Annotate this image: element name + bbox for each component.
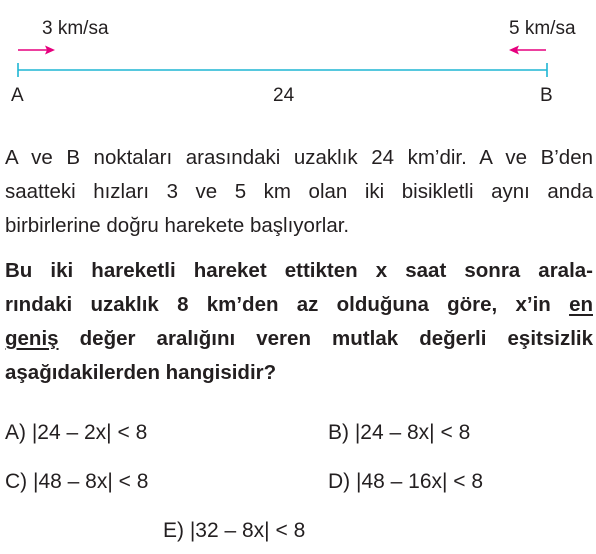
question-line-text: değer aralığını veren mutlak değerli eşitsizlik	[58, 327, 593, 350]
diagram-graphic	[0, 0, 596, 112]
underlined-word: geniş	[5, 327, 59, 350]
context-line: saatteki hızları 3 ve 5 km olan iki bisikletli aynı anda	[5, 180, 593, 203]
distance-label: 24	[273, 85, 295, 106]
question-line	[5, 288, 593, 322]
distance-diagram	[0, 0, 596, 112]
option-d[interactable]: D) |48 – 16x| < 8	[328, 470, 484, 493]
option-e[interactable]: E) |32 – 8x| < 8	[163, 519, 306, 542]
context-line: A ve B noktaları arasındaki uzaklık 24 km’dir. A ve B’den	[5, 146, 593, 169]
question-line: Bu iki hareketli hareket ettikten x saat sonra arala-	[5, 259, 593, 282]
context-line: birbirlerine doğru harekete başlıyorlar.	[5, 214, 350, 237]
question-line: aşağıdakilerden hangisidir?	[5, 361, 277, 384]
question-text	[5, 254, 593, 390]
point-b-label: B	[540, 85, 553, 106]
problem-context	[5, 141, 593, 243]
underlined-word: en	[569, 293, 593, 316]
right-speed-label: 5 km/sa	[509, 18, 576, 39]
right-arrow-icon	[509, 46, 546, 55]
distance-line	[18, 63, 547, 77]
option-c[interactable]: C) |48 – 8x| < 8	[5, 470, 149, 493]
left-speed-label: 3 km/sa	[42, 18, 109, 39]
question-line-text: rındaki uzaklık 8 km’den az olduğuna göre, x’in	[5, 293, 570, 316]
option-b[interactable]: B) |24 – 8x| < 8	[328, 421, 471, 444]
question-line	[5, 322, 593, 356]
option-a[interactable]: A) |24 – 2x| < 8	[5, 421, 148, 444]
left-arrow-icon	[18, 46, 55, 55]
point-a-label: A	[11, 85, 24, 106]
